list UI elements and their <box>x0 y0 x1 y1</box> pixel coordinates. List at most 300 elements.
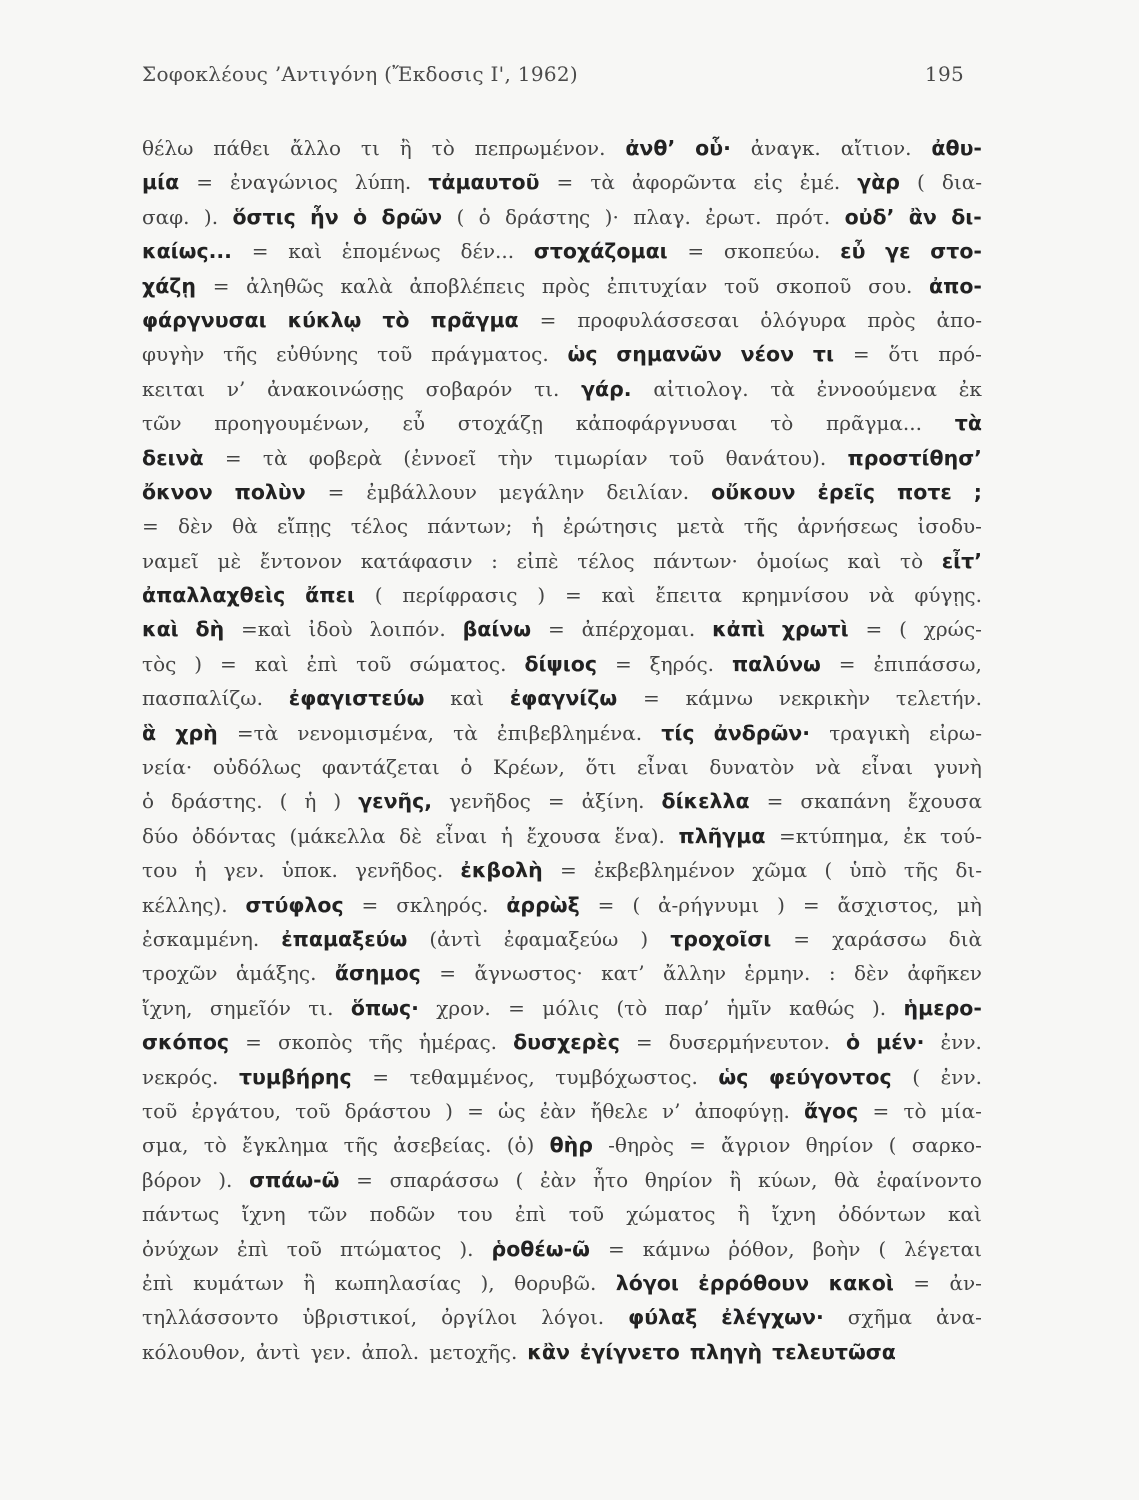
word: γεν. <box>310 1339 352 1364</box>
word: ὁμοίως <box>756 548 829 573</box>
word <box>245 893 343 917</box>
word: = <box>372 1064 390 1089</box>
word <box>580 1340 680 1364</box>
word: σκαπάνη <box>800 789 891 814</box>
lemma: οὐδ’ <box>844 204 895 229</box>
word: τὴν <box>497 445 533 470</box>
word: =κτύπημα, <box>779 823 890 848</box>
word: τὰ <box>453 720 478 745</box>
word: ἰσοδυ- <box>917 514 982 539</box>
word: τοῦ <box>377 342 413 367</box>
word: παρ’ <box>664 995 710 1020</box>
word: ἐκ <box>903 823 927 848</box>
word <box>616 1271 679 1295</box>
word <box>885 239 910 263</box>
word <box>909 205 937 229</box>
word: = <box>597 892 615 917</box>
word: σχῆμα <box>847 1305 913 1330</box>
lemma: ὅστις <box>232 204 296 229</box>
word: οὐδόλως <box>212 755 302 780</box>
word <box>142 721 156 745</box>
word: τῶν <box>142 411 182 436</box>
word: δειλίαν. <box>606 479 690 504</box>
lemma: ἃ <box>142 720 157 745</box>
lemma: σπάω-ῶ <box>249 1167 340 1192</box>
word: τοῦ <box>142 1098 178 1123</box>
word <box>581 377 632 401</box>
text-line <box>142 342 982 376</box>
word: τῆς <box>368 1030 403 1055</box>
text-line <box>142 1305 982 1339</box>
word <box>358 789 432 813</box>
word: ). <box>459 1236 474 1261</box>
word: κυμάτων <box>193 1270 284 1295</box>
word: ἐμβάλλουν <box>366 479 477 504</box>
word: σαφ. <box>142 204 190 229</box>
word: ἔντονον <box>259 548 343 573</box>
word: ἀπέρχομαι. <box>581 617 696 642</box>
word: ἔπειτα <box>655 583 722 608</box>
word: πτώματος <box>339 1236 442 1261</box>
lemma: πλῆγμα <box>678 823 766 848</box>
word: ἀληθῶς <box>246 273 324 298</box>
lemma: δὴ <box>195 617 225 642</box>
word <box>769 1065 892 1089</box>
word: ἐνν. <box>940 1030 982 1055</box>
word <box>741 342 794 366</box>
lemma: νέον <box>740 342 795 367</box>
lemma: φάργνυσαι <box>142 307 267 332</box>
word: = <box>142 514 159 539</box>
text-line <box>142 1271 982 1305</box>
word: χώματος <box>626 1202 716 1227</box>
word: πρὸς <box>867 307 916 332</box>
word: ἀνα- <box>936 1305 982 1330</box>
word <box>351 996 419 1020</box>
word: τι. <box>534 376 560 401</box>
word: γυνὴ <box>933 755 982 780</box>
word: = <box>251 239 269 264</box>
word: τιμωρίαν <box>554 445 648 470</box>
word: βόρον <box>142 1167 202 1192</box>
lemma: γὰρ <box>857 170 900 195</box>
word: κἀποφάργνυσαι <box>575 411 738 436</box>
word: πρότ. <box>775 204 831 229</box>
word <box>142 170 179 194</box>
word: κέλλης). <box>142 892 228 917</box>
word <box>804 1099 858 1123</box>
word: νεκρός. <box>142 1064 219 1089</box>
word: εἰρω- <box>928 720 982 745</box>
word: διὰ <box>948 926 982 951</box>
word: εἰπὲ <box>516 548 559 573</box>
word: ἐπιβεβλημένα. <box>496 720 643 745</box>
word: ( <box>912 1064 920 1089</box>
commentary-text <box>142 136 982 1374</box>
word: θὰ <box>834 1167 860 1192</box>
word <box>772 1340 896 1364</box>
word <box>460 858 542 882</box>
lemma: καὶ <box>142 617 179 642</box>
word: τηλλάσσοντο <box>142 1305 279 1330</box>
word: τὰ <box>590 170 615 195</box>
word: δράστης <box>505 204 591 229</box>
lemma: λόγοι <box>615 1270 679 1295</box>
word: λέγεται <box>904 1236 982 1261</box>
word: ῥόθον, <box>728 1236 795 1261</box>
word <box>897 480 952 504</box>
word: = <box>614 651 632 676</box>
word: ὑπὸ <box>849 858 887 883</box>
lemma: οὗ· <box>695 136 731 160</box>
running-header <box>142 62 982 96</box>
word: ἄγνωστος· <box>474 961 583 986</box>
word: κατ’ <box>601 961 645 986</box>
text-line <box>142 824 982 858</box>
word: ἄλλο <box>290 136 342 160</box>
word: ἄλλην <box>662 961 726 986</box>
word <box>714 721 810 745</box>
text-line <box>142 858 982 892</box>
word <box>695 136 731 160</box>
word: ἔχουσα <box>526 823 601 848</box>
word: νενομισμένα, <box>297 720 434 745</box>
word: ἤθελε <box>590 1098 648 1123</box>
word: περίφρασις <box>402 583 518 608</box>
word <box>568 342 598 366</box>
word: = <box>852 342 870 367</box>
word: ( <box>456 204 465 229</box>
word: ξηρός. <box>649 651 715 676</box>
word <box>239 1065 352 1089</box>
word: = <box>635 1030 653 1055</box>
word <box>142 308 267 332</box>
word: ( <box>515 1167 524 1192</box>
word <box>951 205 982 229</box>
word: ἀν- <box>949 1270 982 1295</box>
lemma: ἀθυ- <box>931 136 982 160</box>
word: θέλω <box>142 136 194 160</box>
word: = <box>467 1098 484 1123</box>
word: ἀντὶ <box>256 1339 301 1364</box>
word: : <box>828 961 836 986</box>
word: του <box>142 858 178 883</box>
lemma: ἐφαγιστεύω <box>288 686 425 711</box>
word: τού- <box>939 823 982 848</box>
word: ( <box>824 858 833 883</box>
word: ἀ-ρήγνυμι <box>658 892 760 917</box>
word: ) <box>537 583 546 608</box>
word <box>845 205 895 229</box>
word: ἡμέρας. <box>418 1030 498 1055</box>
word: = <box>689 1133 706 1158</box>
word: σαρκο- <box>911 1133 982 1158</box>
word: = <box>643 686 660 711</box>
word: εἶναι <box>637 755 689 780</box>
word: δὲ <box>399 823 422 848</box>
word: πασπαλίζω. <box>142 686 263 711</box>
word: ἔχουσα <box>907 789 982 814</box>
lemma: εἶτ’ <box>941 548 982 573</box>
lemma: ἀνθ’ <box>625 136 676 160</box>
word: ). <box>203 204 219 229</box>
word <box>904 996 982 1020</box>
lemma: γάρ. <box>581 376 632 401</box>
text-line <box>142 996 982 1030</box>
word: ἀποβλέπεις <box>409 273 526 298</box>
word: τοῦ <box>669 445 705 470</box>
word: καὶ <box>601 583 636 608</box>
word: τραγικὴ <box>829 720 910 745</box>
lemma: ἂν <box>908 204 937 229</box>
word: πεπρωμένον. <box>474 136 606 160</box>
word: τὰ <box>262 445 288 470</box>
word: τυμβόχωστος. <box>555 1064 698 1089</box>
word: θηρίον <box>644 1167 713 1192</box>
word: ἢ <box>303 1270 316 1295</box>
word: = <box>559 858 577 883</box>
word <box>721 1305 824 1329</box>
word: ἐνν. <box>940 1064 982 1089</box>
lemma: δι- <box>951 204 982 229</box>
word <box>661 721 694 745</box>
lemma: φύλαξ <box>628 1305 698 1330</box>
word: δὲν <box>178 514 213 539</box>
word: ὀνύχων <box>142 1236 219 1261</box>
word: )· <box>604 204 619 229</box>
word <box>492 1237 590 1261</box>
word <box>142 239 232 263</box>
word: = <box>245 1030 262 1055</box>
word: ὅτι <box>585 755 617 780</box>
lemma: ἀπο- <box>929 273 982 298</box>
lemma: παλύνω <box>731 651 821 676</box>
word: ν’ <box>226 376 246 401</box>
word: ἴχνη, <box>142 995 193 1020</box>
lemma: ἀρρὼξ <box>506 892 580 917</box>
word: ἡμῖν <box>726 995 772 1020</box>
text-line <box>142 1099 982 1133</box>
word: ἐναγώνιος <box>229 170 338 195</box>
word <box>840 239 865 263</box>
lemma: θὴρ <box>549 1133 593 1158</box>
word: σκληρός. <box>396 892 489 917</box>
text-line <box>142 755 982 789</box>
word: δὲν <box>854 961 889 986</box>
lemma: γε <box>885 239 911 264</box>
word: ἐκβεβλημένον <box>593 858 735 883</box>
text-line <box>142 961 982 995</box>
word: = <box>564 583 582 608</box>
word: ἕνα). <box>614 823 665 848</box>
word: μετὰ <box>676 514 725 539</box>
running-title: Σοφοκλέους ’Αντιγόνη (Ἔκδοσις Ι', 1962) <box>142 62 578 86</box>
word <box>513 1030 620 1054</box>
word <box>142 480 213 504</box>
word <box>142 274 196 298</box>
word <box>876 1030 924 1054</box>
word: ἐργάτου, <box>191 1098 282 1123</box>
word <box>661 789 749 813</box>
word <box>382 308 409 332</box>
word <box>670 927 771 951</box>
word: =τὰ <box>236 720 279 745</box>
word: εἴπῃς <box>276 514 332 539</box>
word <box>310 205 339 229</box>
word: κρημνίσου <box>741 583 849 608</box>
lemma: οὔκουν <box>711 479 796 504</box>
word <box>931 136 982 160</box>
word: ἐκ <box>958 376 982 401</box>
word: ἐφαμαξεύω <box>503 926 619 951</box>
word: = <box>547 617 565 642</box>
text-line <box>142 721 982 755</box>
word <box>782 617 849 641</box>
word: θὰ <box>232 514 258 539</box>
word <box>353 205 367 229</box>
lemma: δίψιος <box>524 651 598 676</box>
lemma: ὡς <box>718 1064 749 1089</box>
word: χρώς- <box>923 617 982 642</box>
word: σμα, <box>142 1133 189 1158</box>
word <box>678 824 765 848</box>
word: δι- <box>955 858 982 883</box>
word: ) <box>333 789 342 814</box>
word: πλαγ. <box>633 204 691 229</box>
word: ἴχνη <box>771 1202 816 1227</box>
word: -θηρὸς <box>608 1133 674 1158</box>
lemma: ; <box>973 479 982 504</box>
text-line <box>142 583 982 617</box>
word: ( <box>917 170 925 195</box>
word: εἶναι <box>861 755 914 780</box>
word: τελετήν. <box>895 686 982 711</box>
word: λοιπόν. <box>369 617 446 642</box>
lemma: γενῆς, <box>358 789 433 814</box>
word: τὸ <box>431 136 455 160</box>
word: θανάτου). <box>725 445 827 470</box>
word: τὰ <box>770 376 795 401</box>
lemma: στύφλος <box>245 892 344 917</box>
word: ὀργίλοι <box>441 1305 518 1330</box>
word: ἔγκλημα <box>242 1133 329 1158</box>
page-number: 195 <box>924 62 964 86</box>
word: ναμεῖ <box>142 548 199 573</box>
word: μετοχῆς. <box>429 1339 518 1364</box>
word: πρὸς <box>541 273 591 298</box>
lemma: ἄγος <box>804 1098 859 1123</box>
text-line <box>142 514 982 548</box>
word: μεγάλην <box>498 479 585 504</box>
word: ἐὰν <box>539 1167 577 1192</box>
word <box>281 927 407 951</box>
word: σκοπεύω. <box>723 239 821 264</box>
word: ( <box>632 892 641 917</box>
text-line <box>142 377 982 411</box>
lemma: καίως... <box>142 239 232 264</box>
lemma: ῥοθέω-ῶ <box>491 1236 590 1261</box>
word: τὸ <box>903 1098 927 1123</box>
word: μὲ <box>217 548 242 573</box>
word <box>431 308 519 332</box>
word: νεκρικὴν <box>778 686 871 711</box>
word: ἑπομένως <box>341 239 441 264</box>
lemma: ποτε <box>897 479 952 504</box>
word: = <box>547 789 565 814</box>
word <box>382 205 443 229</box>
text-line <box>142 927 982 961</box>
word: ἁμάξης. <box>235 961 317 986</box>
lemma: ἐκβολὴ <box>460 858 543 883</box>
word: πάντως <box>142 1202 220 1227</box>
word: τι <box>360 136 380 160</box>
lemma: ἐγίγνετο <box>579 1339 680 1364</box>
word: τῆς <box>223 342 258 367</box>
word: ) <box>640 926 649 951</box>
word: δυνατὸν <box>709 755 795 780</box>
lemma: κἂν <box>527 1339 570 1364</box>
word: μόλις <box>542 995 599 1020</box>
lemma: ἀπαλλαχθεὶς <box>142 583 286 608</box>
word: ἀπολ. <box>361 1339 420 1364</box>
word: σκοποῦ <box>775 273 852 298</box>
lemma: τὸ <box>382 307 410 332</box>
word: ἐρώτησις <box>562 514 658 539</box>
word <box>628 1305 697 1329</box>
word: = <box>872 1098 890 1123</box>
word: πάντων; <box>427 514 513 539</box>
word: λόγοι. <box>541 1305 605 1330</box>
word: φυγὴν <box>142 342 205 367</box>
text-line <box>142 1237 982 1271</box>
word: = <box>356 1167 373 1192</box>
word: τῶν <box>307 1202 348 1227</box>
text-line <box>142 893 982 927</box>
word: δράστου <box>344 1098 431 1123</box>
lemma: τἀμαυτοῦ <box>428 170 540 195</box>
word <box>817 480 875 504</box>
word <box>305 583 355 607</box>
word: ἡ <box>500 823 513 848</box>
word: μὴ <box>956 892 982 917</box>
word: πάντων· <box>653 548 738 573</box>
word: = <box>793 926 811 951</box>
word: σοβαρόν <box>425 376 513 401</box>
word <box>142 446 204 470</box>
word <box>848 446 982 470</box>
word <box>929 274 982 298</box>
word <box>534 239 668 263</box>
word <box>142 617 179 641</box>
lemma: προστίθησ’ <box>847 445 982 470</box>
word <box>690 1340 762 1364</box>
word: = <box>220 651 237 676</box>
word: ὁ <box>460 755 473 780</box>
word <box>930 239 982 263</box>
word: ἀφορῶντα <box>631 170 737 195</box>
lemma: βαίνω <box>462 617 532 642</box>
word: κύων, <box>757 1167 818 1192</box>
word: καὶ <box>288 239 323 264</box>
text-line <box>142 1340 982 1374</box>
word: τέλος <box>350 514 409 539</box>
lemma: χάζῃ <box>142 273 197 298</box>
word: τῆς <box>743 514 779 539</box>
word: ὑβριστικοί, <box>302 1305 418 1330</box>
word: τέλος <box>577 548 635 573</box>
word: (ἀντὶ <box>429 926 482 951</box>
word: νὰ <box>868 583 895 608</box>
